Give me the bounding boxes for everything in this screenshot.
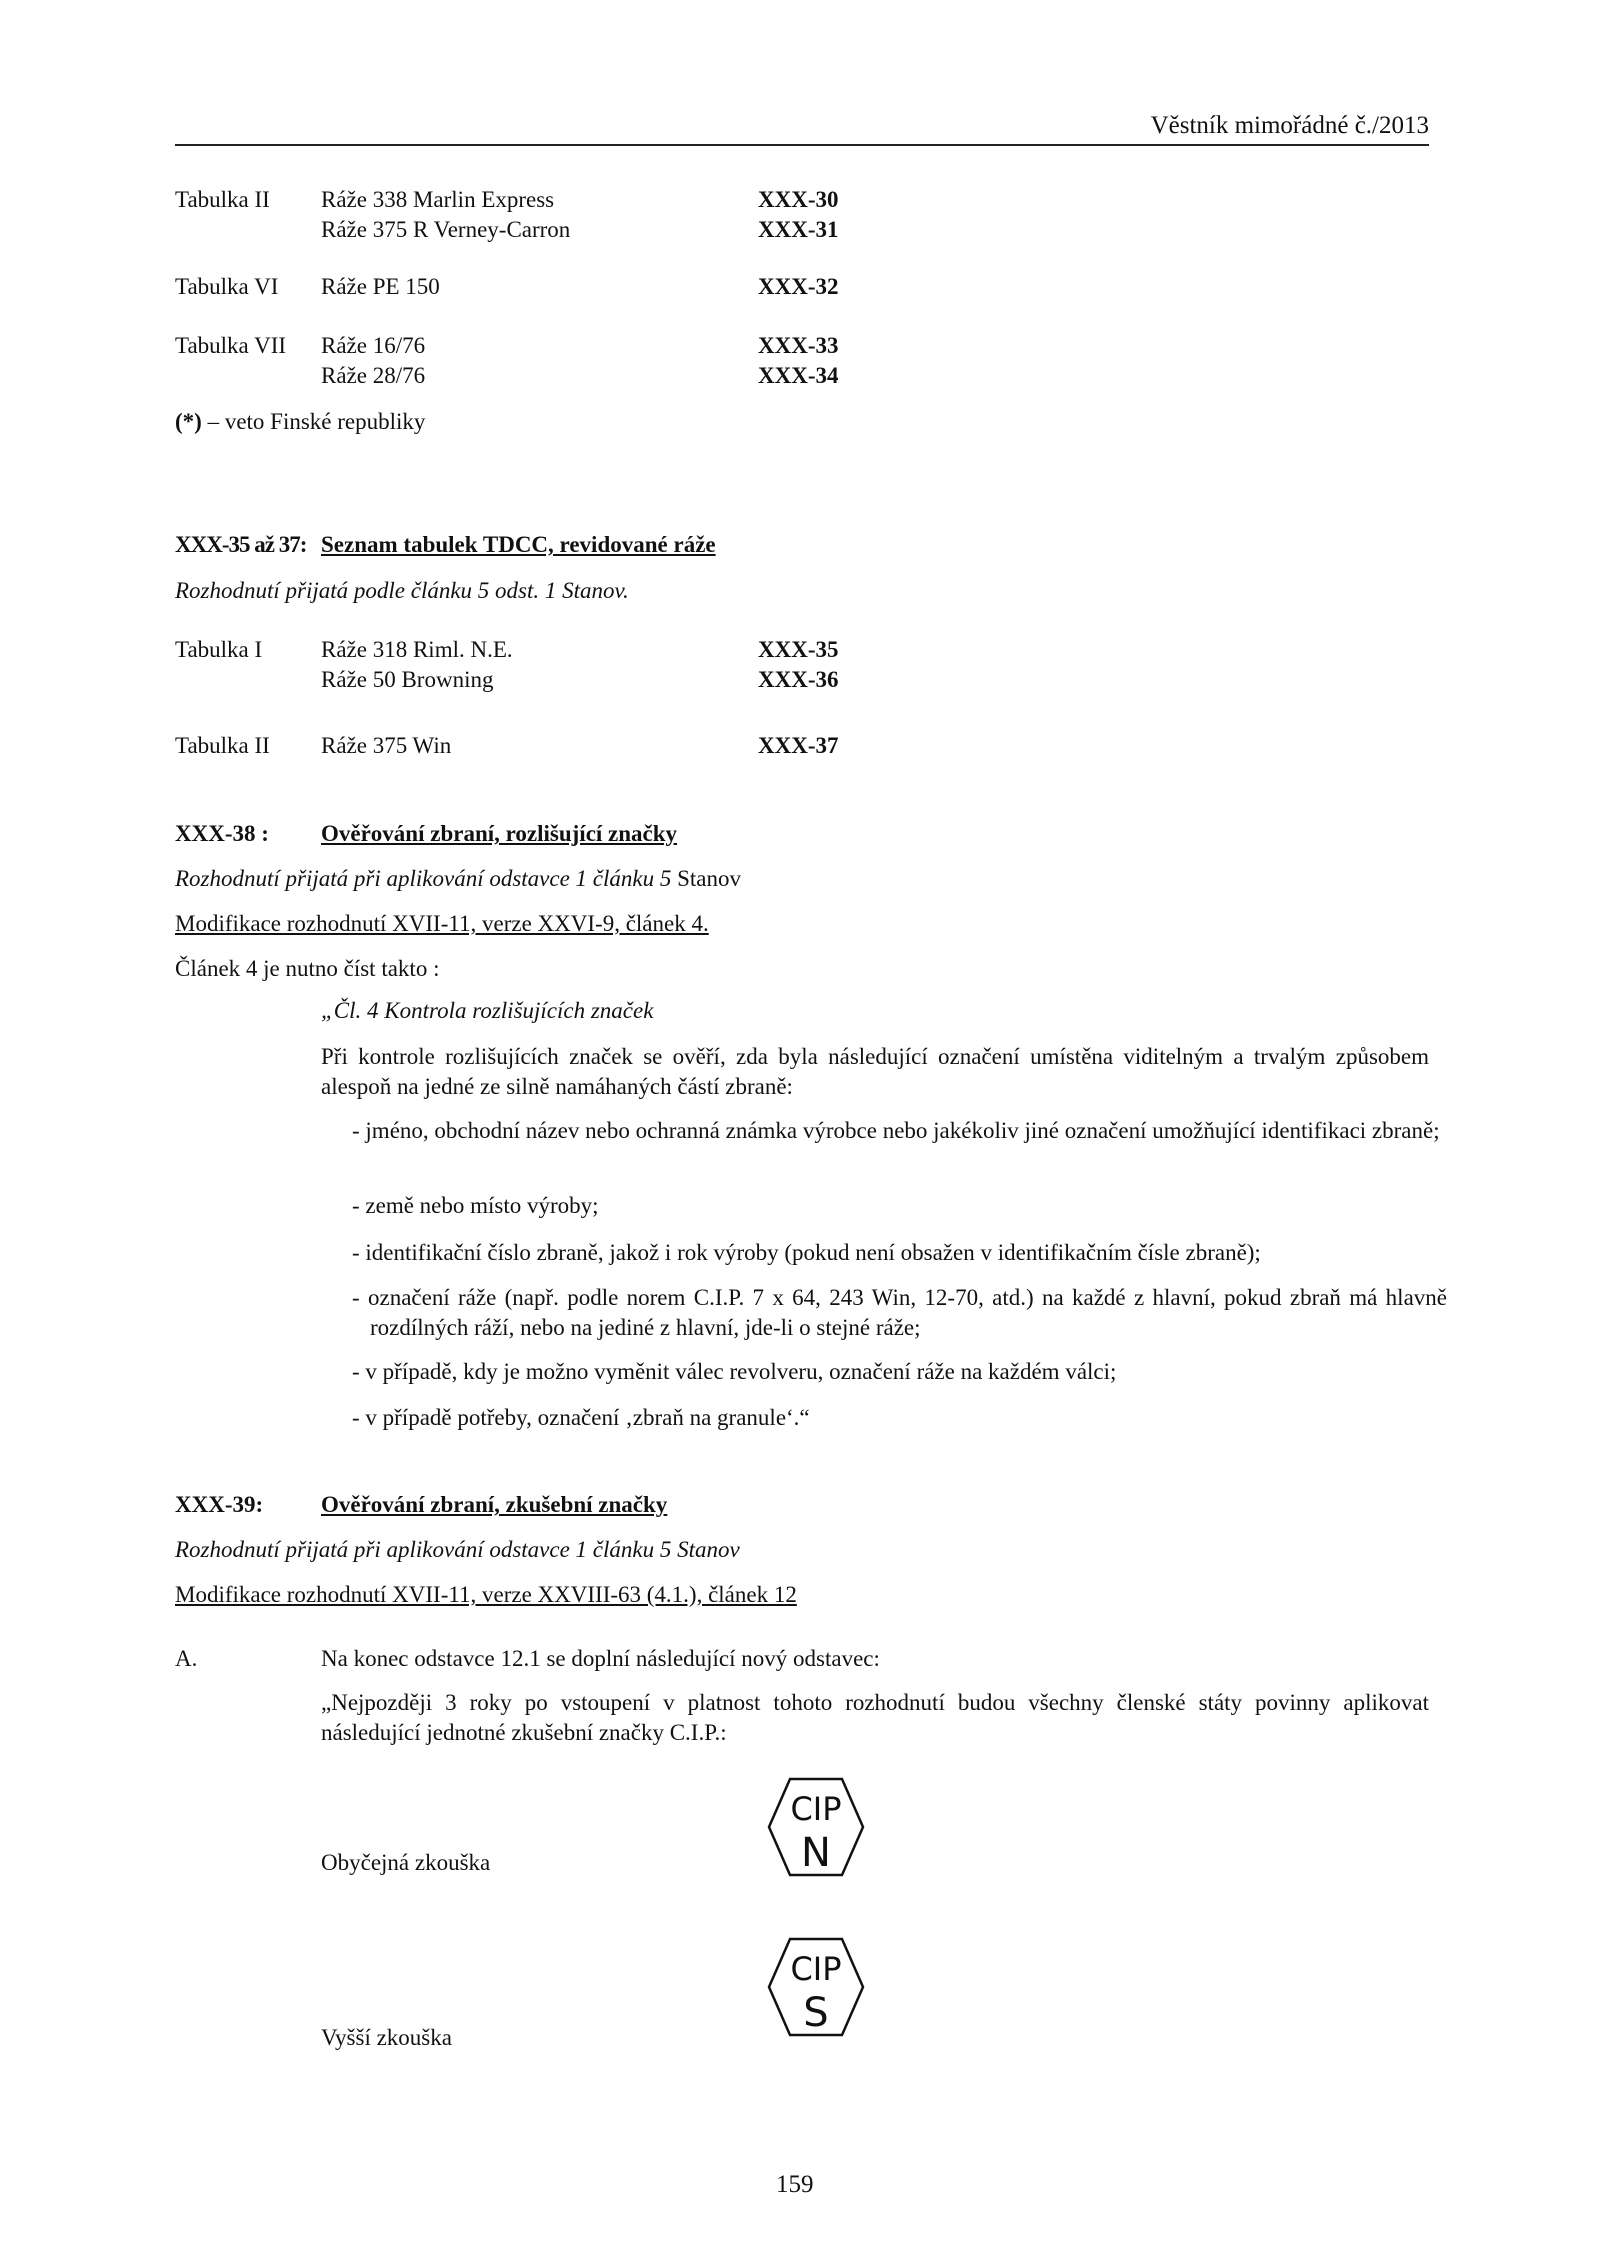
point-label: A. bbox=[175, 1646, 198, 1671]
journal-title: Věstník mimořádné č./2013 bbox=[1150, 112, 1429, 139]
decision-code: XXX-33 bbox=[758, 333, 839, 358]
decision-code: XXX-35 bbox=[758, 637, 839, 662]
decision-text: Rozhodnutí přijatá podle článku 5 odst. 1 Stanov. bbox=[175, 578, 629, 603]
veto-note bbox=[175, 407, 425, 437]
modification-text: Modifikace rozhodnutí XVII-11, verze XXVIII-63 (4.1.), článek 12 bbox=[175, 1582, 797, 1607]
caliber-name: Ráže 375 Win bbox=[321, 733, 452, 758]
section-code: XXX-39: bbox=[175, 1492, 264, 1517]
page-number: 159 bbox=[776, 2171, 814, 2198]
list-item: - země nebo místo výroby; bbox=[352, 1193, 599, 1218]
decision-italic: Rozhodnutí přijatá při aplikování odstavce 1 článku 5 bbox=[175, 866, 672, 891]
quote-title: „Čl. 4 Kontrola rozlišujících značek bbox=[321, 998, 654, 1023]
list-item: - identifikační číslo zbraně, jakož i rok výroby (pokud není obsažen v identifikačním čísle zbraně); bbox=[352, 1240, 1261, 1265]
veto-note-mark: (*) bbox=[175, 409, 202, 434]
list-item: - v případě, kdy je možno vyměnit válec revolveru, označení ráže na každém válci; bbox=[352, 1359, 1117, 1384]
cip-proof-mark-icon bbox=[766, 1936, 866, 2038]
decision-code: XXX-30 bbox=[758, 187, 839, 212]
decision-code: XXX-36 bbox=[758, 667, 839, 692]
section-title: Ověřování zbraní, rozlišující značky bbox=[321, 821, 678, 846]
decision-code: XXX-32 bbox=[758, 274, 839, 299]
caliber-name: Ráže 338 Marlin Express bbox=[321, 187, 555, 212]
proof-mark-letter: S bbox=[803, 1990, 829, 2036]
caliber-name: Ráže 16/76 bbox=[321, 333, 426, 358]
section-code: XXX-35 až 37: bbox=[175, 532, 307, 557]
proof-mark-top: CIP bbox=[790, 1790, 842, 1828]
section-title: Ověřování zbraní, zkušební značky bbox=[321, 1492, 668, 1517]
decision-tail: Stanov bbox=[671, 866, 741, 891]
section-title: Seznam tabulek TDCC, revidované ráže bbox=[321, 532, 716, 557]
caliber-name: Ráže 50 Browning bbox=[321, 667, 494, 692]
list-item: - v případě potřeby, označení ‚zbraň na granule‘.“ bbox=[352, 1405, 810, 1430]
header-rule bbox=[175, 144, 1429, 146]
modification-text: Modifikace rozhodnutí XVII-11, verze XXVI-9, článek 4. bbox=[175, 911, 709, 936]
cip-proof-mark-icon bbox=[766, 1776, 866, 1878]
table-name: Tabulka II bbox=[175, 187, 270, 212]
list-item: - označení ráže (např. podle norem C.I.P. 7 x 64, 243 Win, 12-70, atd.) na každé z hlavní, pokud zbraň má hlavně rozdílných ráží, nebo na jediné z hlavní, jde-li o stejné ráže; bbox=[352, 1285, 1447, 1340]
table-name: Tabulka I bbox=[175, 637, 263, 662]
proof-mark-label: Vyšší zkouška bbox=[321, 2025, 452, 2050]
decision-code: XXX-37 bbox=[758, 733, 839, 758]
table-name: Tabulka VII bbox=[175, 333, 287, 358]
caliber-name: Ráže 375 R Verney-Carron bbox=[321, 217, 571, 242]
cip-s-proof-mark bbox=[766, 1936, 866, 2038]
decision-text bbox=[175, 864, 741, 894]
table-name: Tabulka II bbox=[175, 733, 270, 758]
decision-code: XXX-31 bbox=[758, 217, 839, 242]
quote-paragraph: „Nejpozději 3 roky po vstoupení v platnost tohoto rozhodnutí budou všechny členské státy povinny aplikovat následující jednotné zkušební značky C.I.P.: bbox=[321, 1690, 1429, 1745]
point-text: Na konec odstavce 12.1 se doplní následující nový odstavec: bbox=[321, 1646, 880, 1671]
proof-mark-top: CIP bbox=[790, 1950, 842, 1988]
proof-mark-letter: N bbox=[801, 1830, 831, 1876]
quote-paragraph: Při kontrole rozlišujících značek se ověří, zda byla následující označení umístěna viditelným a trvalým způsobem alespoň na jedné ze silně namáhaných částí zbraně: bbox=[321, 1044, 1429, 1099]
section-code: XXX-38 : bbox=[175, 821, 269, 846]
decision-text: Rozhodnutí přijatá při aplikování odstavce 1 článku 5 Stanov bbox=[175, 1537, 740, 1562]
intro-text: Článek 4 je nutno číst takto : bbox=[175, 956, 440, 981]
proof-mark-label: Obyčejná zkouška bbox=[321, 1850, 491, 1875]
caliber-name: Ráže 318 Riml. N.E. bbox=[321, 637, 513, 662]
decision-code: XXX-34 bbox=[758, 363, 839, 388]
caliber-name: Ráže PE 150 bbox=[321, 274, 440, 299]
table-name: Tabulka VI bbox=[175, 274, 279, 299]
caliber-name: Ráže 28/76 bbox=[321, 363, 426, 388]
cip-n-proof-mark bbox=[766, 1776, 866, 1878]
veto-note-text: – veto Finské republiky bbox=[201, 409, 426, 434]
list-item: - jméno, obchodní název nebo ochranná známka výrobce nebo jakékoliv jiné označení umožňující identifikaci zbraně; bbox=[352, 1118, 1440, 1143]
